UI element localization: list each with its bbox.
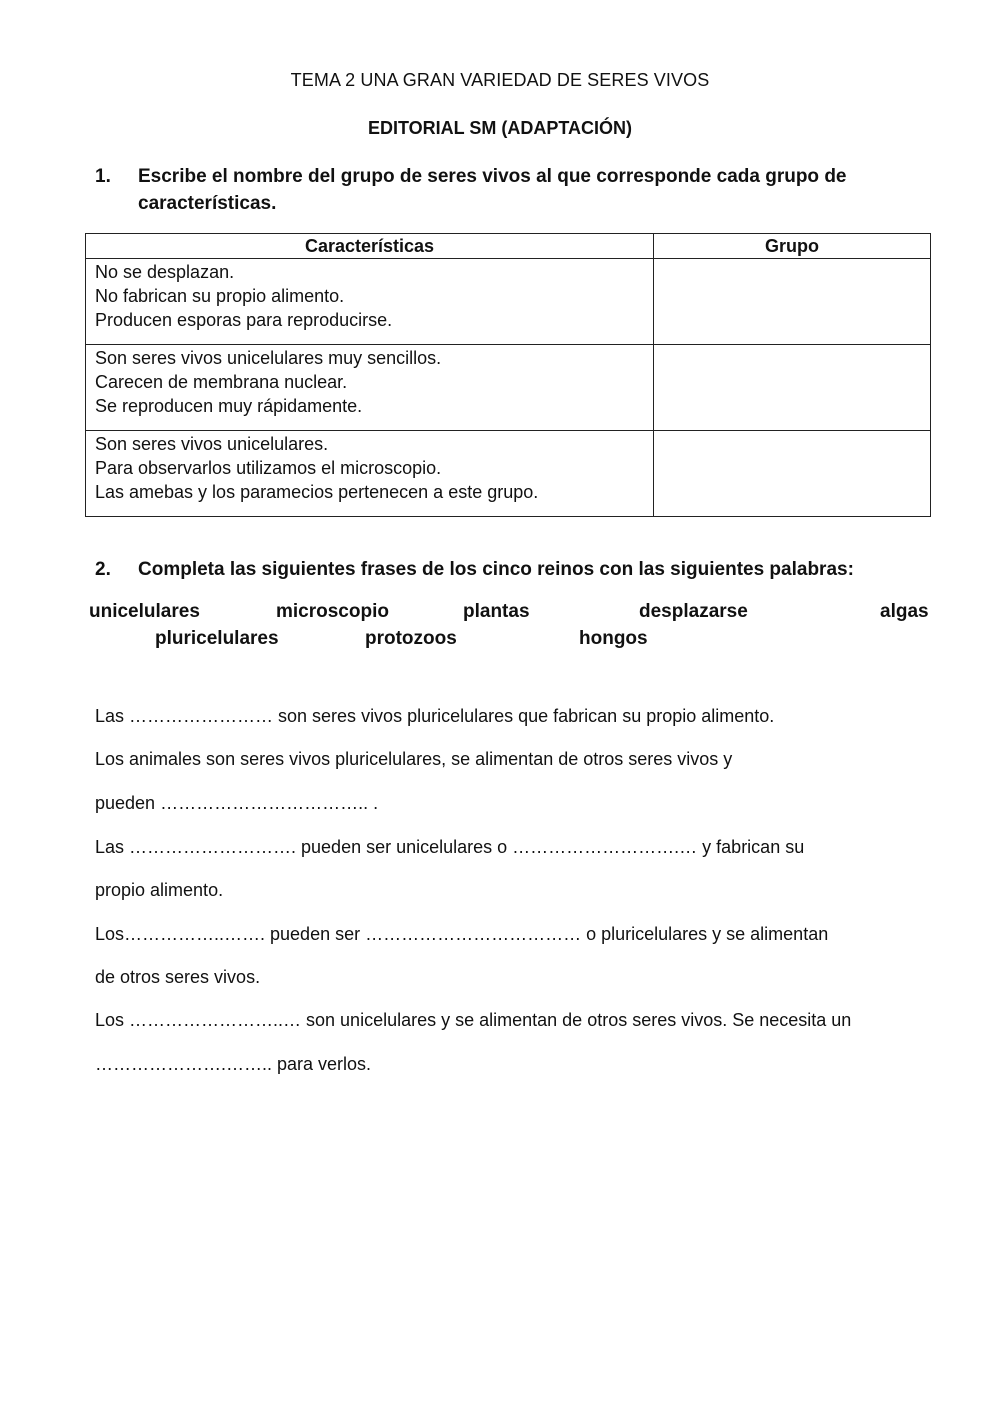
word-bank-item: hongos (579, 628, 648, 649)
characteristic-line: No fabrican su propio alimento. (95, 286, 345, 306)
characteristic-line: Para observarlos utilizamos el microscopio. (95, 458, 442, 478)
sentence-line: Los ……………………..… son unicelulares y se alimentan de otros seres vivos. Se necesita un (95, 1010, 852, 1030)
question-1 (95, 163, 908, 217)
word-bank-item: algas (880, 601, 929, 622)
group-answer-cell[interactable] (654, 345, 931, 431)
word-bank-item: desplazarse (639, 601, 748, 622)
question-2 (95, 556, 908, 583)
characteristic-line: Producen esporas para reproducirse. (95, 310, 393, 330)
word-bank-item: protozoos (365, 628, 457, 649)
characteristic-line: Las amebas y los paramecios pertenecen a este grupo. (95, 482, 539, 502)
question-1-text: Escribe el nombre del grupo de seres vivos al que corresponde cada grupo de características. (138, 166, 847, 214)
table-row (86, 259, 931, 345)
characteristic-line: No se desplazan. (95, 262, 235, 282)
table-row (86, 431, 931, 517)
question-1-number: 1. (95, 166, 111, 187)
group-answer-cell[interactable] (654, 259, 931, 345)
group-answer-cell[interactable] (654, 431, 931, 517)
sentence-line: Los animales son seres vivos pluricelulares, se alimentan de otros seres vivos y (95, 749, 733, 769)
column-header-group: Grupo (654, 234, 931, 259)
table-header-row (86, 234, 931, 259)
page-title: TEMA 2 UNA GRAN VARIEDAD DE SERES VIVOS (290, 70, 710, 90)
page-subtitle: EDITORIAL SM (ADAPTACIÓN) (368, 118, 632, 138)
table-row (86, 345, 931, 431)
sentence-line: Las ………………………. pueden ser unicelulares o ……………………….… y fabrican su (95, 837, 805, 857)
word-bank-item: unicelulares (89, 601, 200, 622)
characteristic-line: Se reproducen muy rápidamente. (95, 396, 363, 416)
characteristics-table (85, 233, 931, 517)
characteristic-line: Son seres vivos unicelulares muy sencillos. (95, 348, 442, 368)
sentence-line: pueden …………………………….. . (95, 793, 379, 813)
question-2-number: 2. (95, 559, 111, 580)
characteristic-line: Son seres vivos unicelulares. (95, 434, 329, 454)
word-bank-item: pluricelulares (155, 628, 279, 649)
characteristics-cell (86, 345, 654, 431)
characteristics-cell (86, 259, 654, 345)
question-2-text: Completa las siguientes frases de los cinco reinos con las siguientes palabras: (138, 559, 854, 580)
sentence-line: de otros seres vivos. (95, 967, 261, 987)
sentence-line: propio alimento. (95, 880, 224, 900)
sentence-line: Los……………..……. pueden ser ……………………………… o pluricelulares y se alimentan (95, 924, 829, 944)
characteristic-line: Carecen de membrana nuclear. (95, 372, 348, 392)
sentence-line: ………………….…….. para verlos. (95, 1054, 372, 1074)
word-bank-item: plantas (463, 601, 530, 622)
characteristics-cell (86, 431, 654, 517)
word-bank-item: microscopio (276, 601, 389, 622)
column-header-characteristics: Características (86, 234, 654, 259)
sentence-line: Las …………………… son seres vivos pluricelulares que fabrican su propio alimento. (95, 706, 775, 726)
